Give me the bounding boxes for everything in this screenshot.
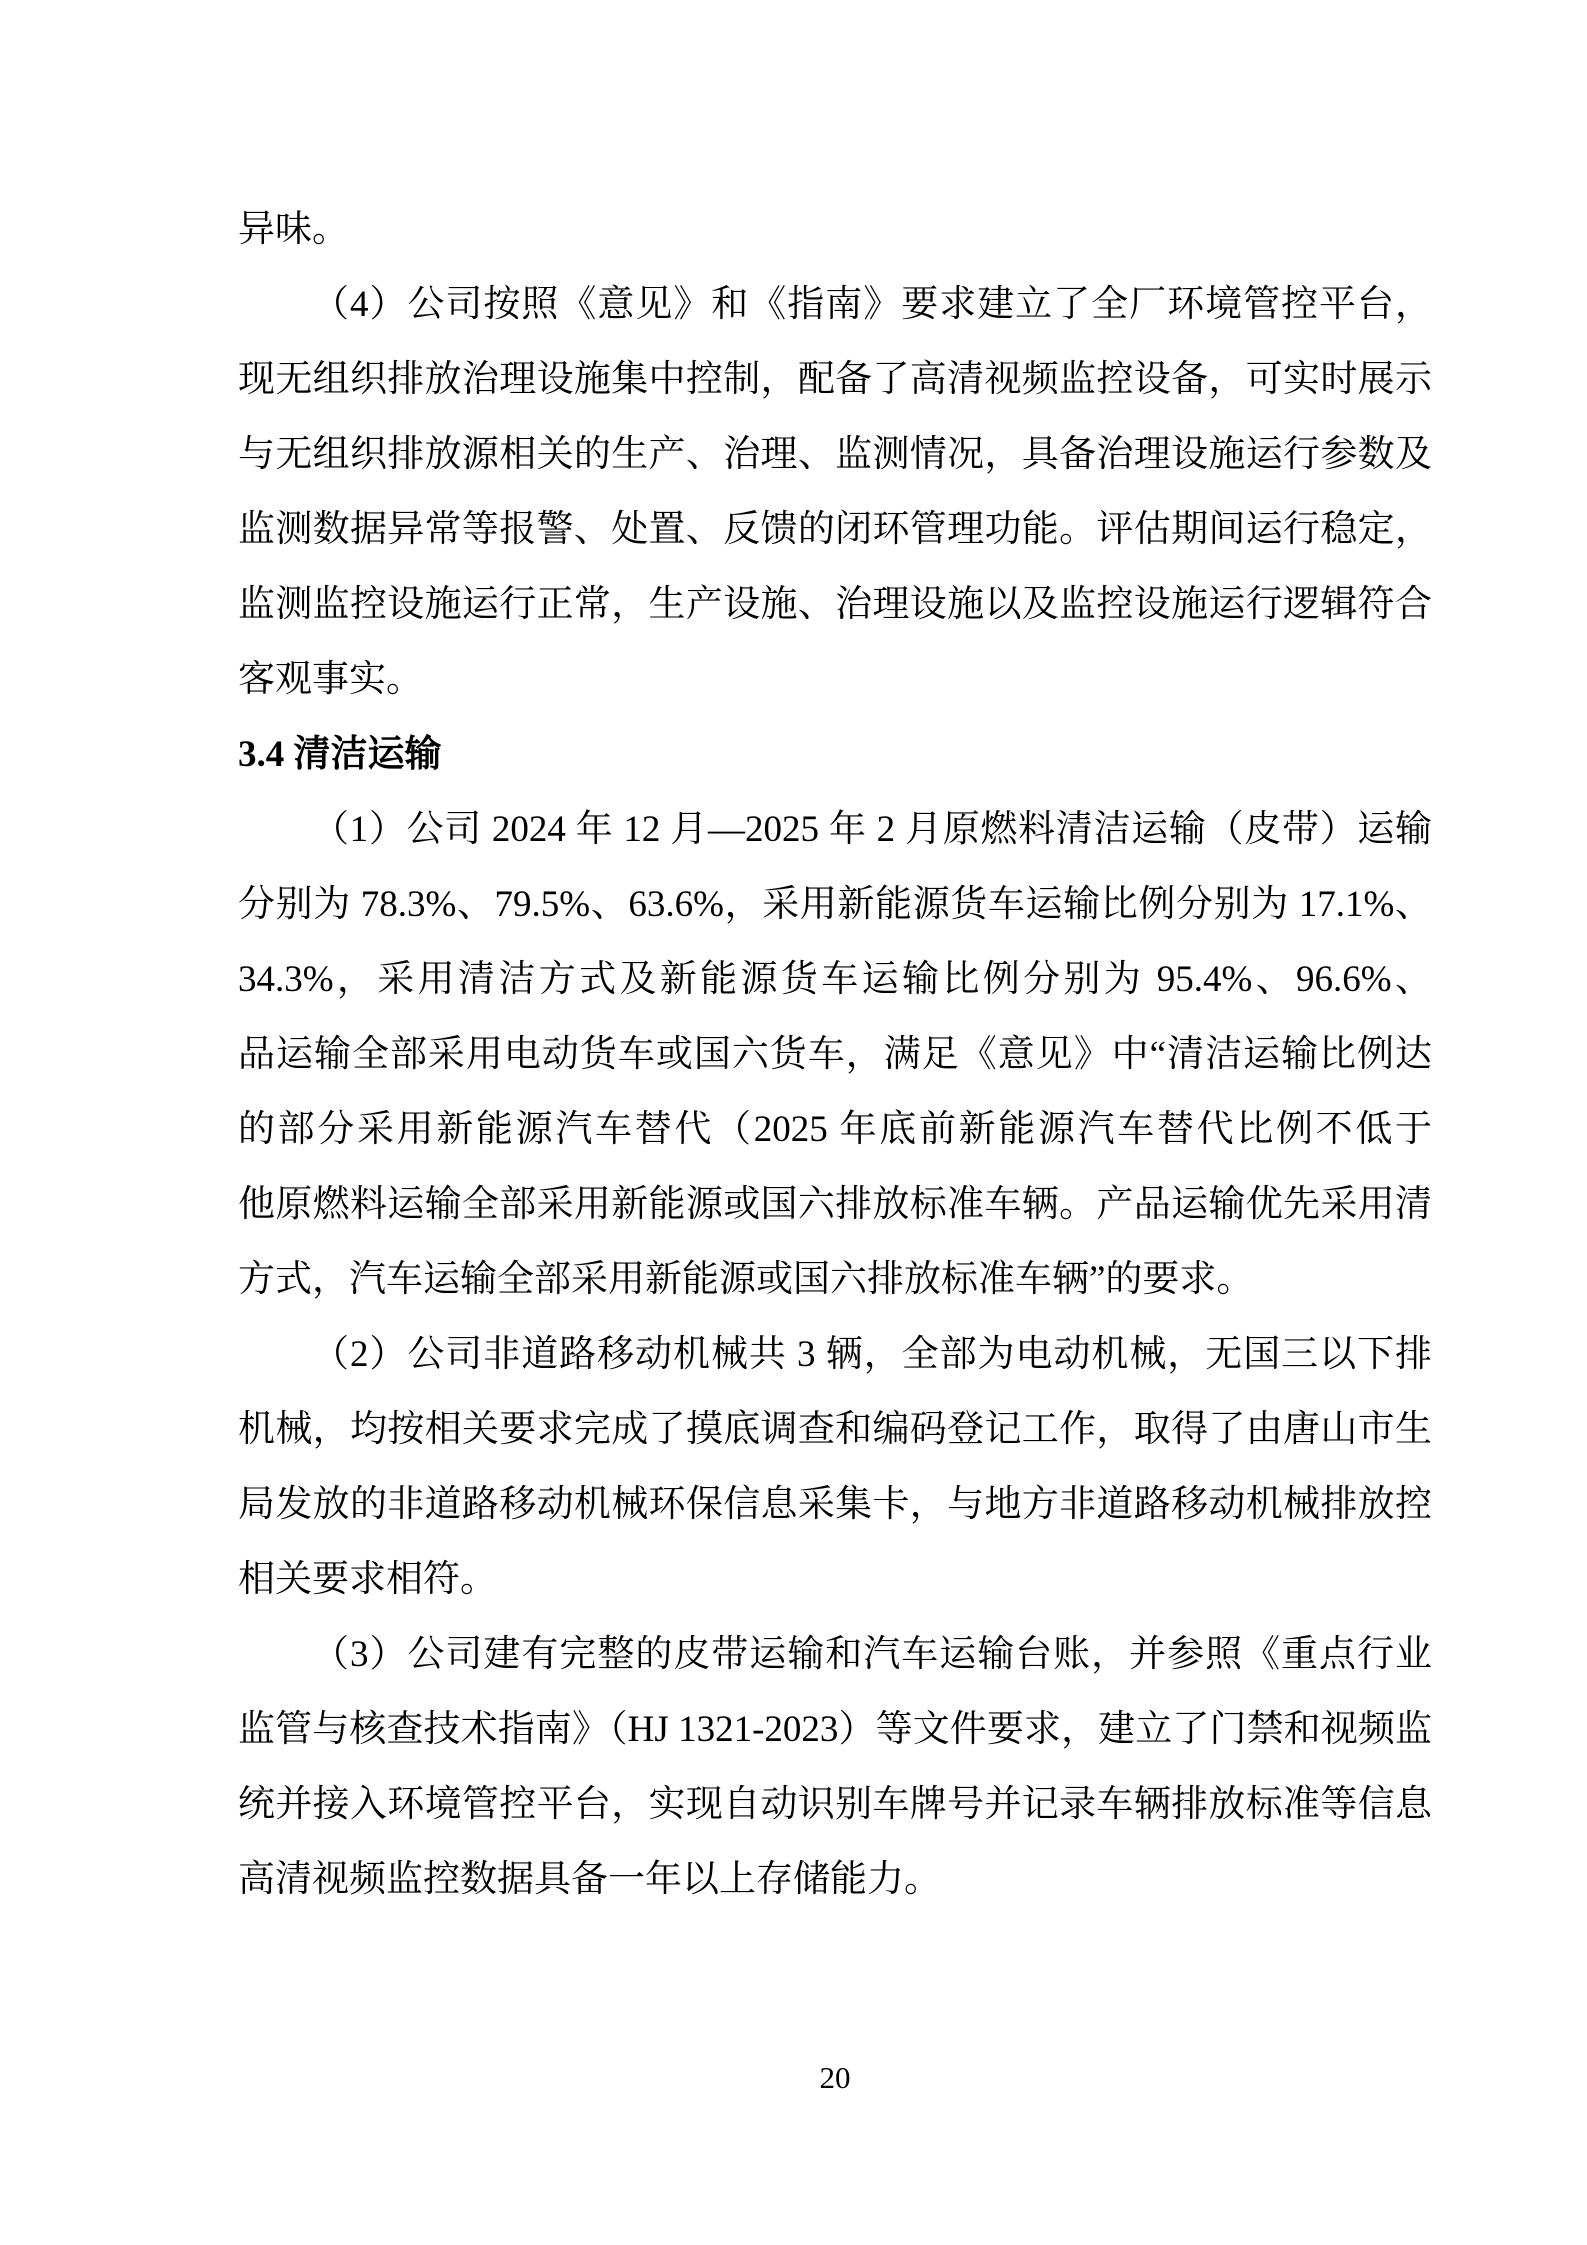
text-line: 局发放的非道路移动机械环保信息采集卡，与地方非道路移动机械排放控	[238, 1484, 1432, 1525]
heading-text-line: 3.4 清洁运输	[238, 734, 442, 775]
paragraph-item-1	[238, 792, 1432, 1317]
text-line: 监测监控设施运行正常，生产设施、治理设施以及监控设施运行逻辑符合	[238, 584, 1432, 625]
text-line: 监管与核查技术指南》（HJ 1321-2023）等文件要求，建立了门禁和视频监	[238, 1709, 1432, 1750]
text-line: （1）公司 2024 年 12 月—2025 年 2 月原燃料清洁运输（皮带）运输	[312, 809, 1432, 850]
text-line: 监测数据异常等报警、处置、反馈的闭环管理功能。评估期间运行稳定，	[238, 509, 1432, 550]
text-line: 品运输全部采用电动货车或国六货车，满足《意见》中“清洁运输比例达	[238, 1034, 1432, 1075]
text-line: 分别为 78.3%、79.5%、63.6%，采用新能源货车运输比例分别为 17.1%、	[238, 884, 1432, 925]
text-line: （4）公司按照《意见》和《指南》要求建立了全厂环境管控平台，	[312, 284, 1432, 325]
text-line: （2）公司非道路移动机械共 3 辆，全部为电动机械，无国三以下排	[312, 1334, 1432, 1375]
paragraph-item-3	[238, 1617, 1432, 1917]
text-line: 的部分采用新能源汽车替代（2025 年底前新能源汽车替代比例不低于	[238, 1109, 1432, 1150]
page-footer	[238, 2058, 1432, 2098]
paragraph-item-4	[238, 267, 1432, 717]
text-line: （3）公司建有完整的皮带运输和汽车运输台账，并参照《重点行业	[312, 1634, 1432, 1675]
text-line: 34.3%，采用清洁方式及新能源货车运输比例分别为 95.4%、96.6%、	[238, 959, 1432, 1000]
text-line: 与无组织排放源相关的生产、治理、监测情况，具备治理设施运行参数及	[238, 434, 1432, 475]
page-number: 20	[819, 2060, 851, 2095]
text-line: 相关要求相符。	[238, 1559, 497, 1600]
text-line: 异味。	[238, 209, 349, 250]
text-line: 高清视频监控数据具备一年以上存储能力。	[238, 1859, 941, 1900]
text-line: 统并接入环境管控平台，实现自动识别车牌号并记录车辆排放标准等信息	[238, 1784, 1432, 1825]
text-line: 他原燃料运输全部采用新能源或国六排放标准车辆。产品运输优先采用清	[238, 1184, 1432, 1225]
document-body	[238, 192, 1432, 1917]
text-line: 方式，汽车运输全部采用新能源或国六排放标准车辆”的要求。	[238, 1259, 1254, 1300]
section-heading-3-4	[238, 717, 1432, 792]
paragraph-continuation	[238, 192, 1432, 267]
text-line: 现无组织排放治理设施集中控制，配备了高清视频监控设备，可实时展示	[238, 359, 1432, 400]
text-line: 客观事实。	[238, 659, 423, 700]
text-line: 机械，均按相关要求完成了摸底调查和编码登记工作，取得了由唐山市生	[238, 1409, 1432, 1450]
paragraph-item-2	[238, 1317, 1432, 1617]
